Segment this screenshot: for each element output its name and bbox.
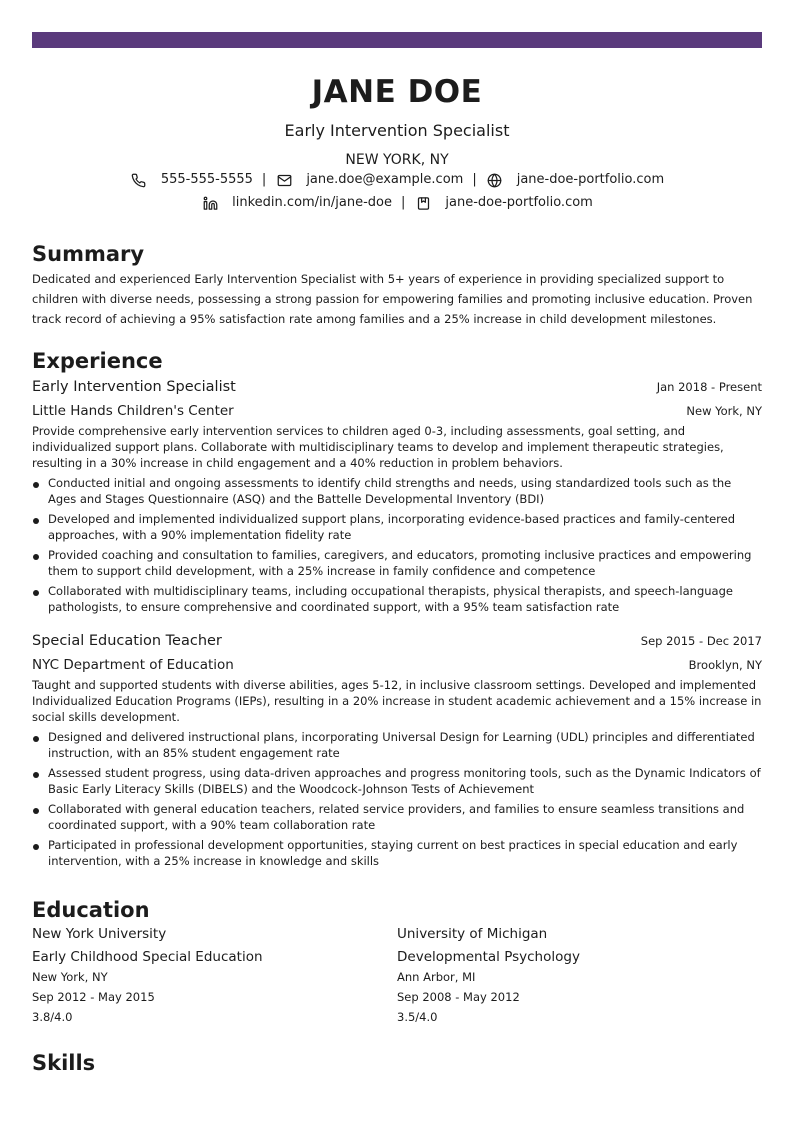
job-description: Taught and supported students with diverse abilities, ages 5-12, in inclusive classroom settings. Developed and implemented Individualized Education Programs (IEPs), resulting in a 20% increase in student academic achievement and a 15% increase in social skills development. xyxy=(32,678,762,724)
top-accent-bar xyxy=(32,32,762,48)
bullet-dot xyxy=(33,736,39,742)
candidate-location: NEW YORK, NY xyxy=(345,152,449,168)
experience-section xyxy=(32,348,762,873)
bullet-item: Developed and implemented individualized support plans, incorporating evidence-based practices and family-centered approaches, with a 90% implementation fidelity rate xyxy=(32,511,762,543)
portfolio-link[interactable]: jane-doe-portfolio.com xyxy=(445,195,593,210)
job-title-row xyxy=(32,631,762,651)
bullet-item: Collaborated with multidisciplinary teams, including occupational therapists, physical therapists, and speech-language pathologists, to ensure comprehensive and coordinated support, with a 95% team satisfaction rate xyxy=(32,583,762,615)
job-entry xyxy=(32,631,762,869)
bullet-item: Conducted initial and ongoing assessments to identify child strengths and needs, using standardized tools such as the Ages and Stages Questionnaire (ASQ) and the Battelle Developmental Inventory (BDI) xyxy=(32,475,762,507)
bullet-dot xyxy=(33,482,39,488)
education-section xyxy=(32,897,762,1027)
job-company: Little Hands Children's Center xyxy=(32,403,234,419)
bullet-dot xyxy=(33,772,39,778)
bullet-dot xyxy=(33,808,39,814)
bullet-dot xyxy=(33,554,39,560)
edu-dates: Sep 2008 - May 2012 xyxy=(397,990,520,1004)
portfolio-contact xyxy=(414,193,592,213)
bullet-dot xyxy=(33,844,39,850)
linkedin-link[interactable]: linkedin.com/in/jane-doe xyxy=(232,195,393,210)
experience-heading: Experience xyxy=(32,349,163,373)
edu-degree: Early Childhood Special Education xyxy=(32,949,263,965)
job-company-row xyxy=(32,401,762,421)
summary-section xyxy=(32,241,762,329)
edu-gpa: 3.8/4.0 xyxy=(32,1010,73,1024)
bullet-dot xyxy=(33,590,39,596)
edu-gpa: 3.5/4.0 xyxy=(397,1010,438,1024)
linkedin-icon xyxy=(201,194,219,212)
bullet-item: Collaborated with general education teachers, related service providers, and families to ensure seamless transitions and coordinated support, with a 90% team collaboration rate xyxy=(32,801,762,833)
contact-separator: | xyxy=(401,195,406,210)
envelope-icon xyxy=(275,171,293,189)
edu-location: New York, NY xyxy=(32,970,108,984)
summary-text: Dedicated and experienced Early Intervention Specialist with 5+ years of experience in providing specialized support to children with diverse needs, possessing a strong passion for empowering families and promoting inclusive education. Proven track record of achieving a 95% satisfaction rate among families and a 25% increase in child development milestones. xyxy=(32,272,753,326)
website-contact xyxy=(486,170,664,190)
job-dates: Sep 2015 - Dec 2017 xyxy=(640,634,762,648)
skills-section xyxy=(32,1050,762,1076)
education-grid xyxy=(32,924,762,1027)
contact-separator: | xyxy=(472,172,477,187)
edu-school: New York University xyxy=(32,926,167,942)
bullet-dot xyxy=(33,518,39,524)
job-title-row xyxy=(32,377,762,397)
education-entry xyxy=(397,924,762,1027)
job-entry xyxy=(32,377,762,615)
education-heading: Education xyxy=(32,898,150,922)
contact-separator: | xyxy=(261,172,267,187)
website-link[interactable]: jane-doe-portfolio.com xyxy=(516,172,665,187)
job-title: Early Intervention Specialist xyxy=(32,379,236,395)
linkedin-contact xyxy=(201,193,392,213)
education-entry xyxy=(32,924,397,1027)
phone-link[interactable]: 555-555-5555 xyxy=(160,172,253,187)
email-link[interactable]: jane.doe@example.com xyxy=(306,172,464,187)
contact-line-1 xyxy=(0,170,794,190)
phone-contact xyxy=(130,170,253,190)
job-company-row xyxy=(32,655,762,675)
skills-heading: Skills xyxy=(32,1051,96,1075)
edu-dates: Sep 2012 - May 2015 xyxy=(32,990,155,1004)
job-location: Brooklyn, NY xyxy=(688,658,762,672)
job-bullets xyxy=(32,475,762,615)
job-dates: Jan 2018 - Present xyxy=(656,380,762,394)
job-bullets xyxy=(32,729,762,869)
phone-icon xyxy=(130,171,148,189)
edu-degree: Developmental Psychology xyxy=(397,949,580,965)
bullet-item: Participated in professional development opportunities, staying current on best practices in special education and early intervention, with a 25% increase in knowledge and skills xyxy=(32,837,762,869)
edu-school: University of Michigan xyxy=(397,926,548,942)
bullet-item: Assessed student progress, using data-driven approaches and progress monitoring tools, such as the Dynamic Indicators of Basic Early Literacy Skills (DIBELS) and the Woodcock-Johnson Tests of Achievement xyxy=(32,765,762,797)
resume-header xyxy=(0,72,794,213)
candidate-name: JANE DOE xyxy=(311,74,483,110)
globe-icon xyxy=(486,171,504,189)
job-title: Special Education Teacher xyxy=(32,633,222,649)
job-company: NYC Department of Education xyxy=(32,657,234,673)
job-description: Provide comprehensive early intervention services to children aged 0-3, including assessments, goal setting, and individualized support plans. Collaborate with multidisciplinary teams to develop and implement therapeutic strategies, resulting in a 30% increase in child engagement and a 40% reduction in problem behaviors. xyxy=(32,424,724,470)
bullet-item: Provided coaching and consultation to families, caregivers, and educators, promoting inclusive practices and empowering them to support child development, with a 25% increase in family confidence and competence xyxy=(32,547,762,579)
email-contact xyxy=(275,170,463,190)
summary-heading: Summary xyxy=(32,242,145,266)
bullet-item: Designed and delivered instructional plans, incorporating Universal Design for Learning (UDL) principles and differentiated instruction, with an 85% student engagement rate xyxy=(32,729,762,761)
edu-location: Ann Arbor, MI xyxy=(397,970,476,984)
candidate-title: Early Intervention Specialist xyxy=(284,121,510,140)
bookmark-icon xyxy=(414,194,432,212)
job-location: New York, NY xyxy=(686,404,762,418)
contact-line-2 xyxy=(0,193,794,213)
